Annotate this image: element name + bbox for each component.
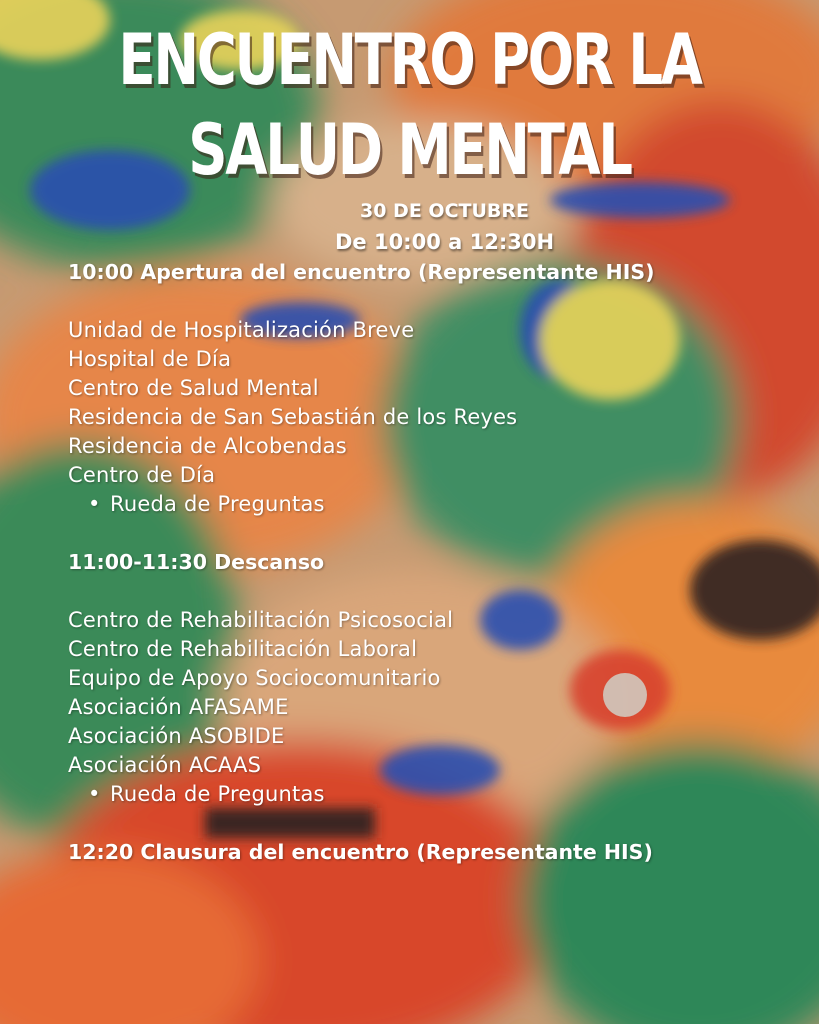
agenda-break: 11:00-11:30 Descanso [68, 550, 325, 574]
event-time: De 10:00 a 12:30H [334, 230, 555, 254]
agenda-item: Residencia de Alcobendas [68, 434, 347, 458]
title-line-1: ENCUENTRO POR LA [118, 19, 701, 101]
agenda-item: Equipo de Apoyo Sociocomunitario [68, 666, 441, 690]
agenda-item: Centro de Rehabilitación Psicosocial [68, 608, 454, 632]
agenda-item: Residencia de San Sebastián de los Reyes [68, 405, 518, 429]
agenda-item: Centro de Día [68, 463, 216, 487]
agenda-item: Asociación ACAAS [68, 753, 262, 777]
agenda-item: Asociación AFASAME [68, 695, 289, 719]
event-date: 30 DE OCTUBRE [360, 200, 529, 222]
agenda-item: Centro de Rehabilitación Laboral [68, 637, 418, 661]
agenda [68, 258, 808, 867]
agenda-closing: 12:20 Clausura del encuentro (Representante HIS) [68, 840, 653, 864]
agenda-item: Unidad de Hospitalización Breve [68, 318, 415, 342]
agenda-bullet-questions: • Rueda de Preguntas [68, 490, 808, 519]
agenda-item: Centro de Salud Mental [68, 376, 319, 400]
agenda-item: Asociación ASOBIDE [68, 724, 285, 748]
agenda-item: Hospital de Día [68, 347, 232, 371]
agenda-bullet-questions: • Rueda de Preguntas [68, 780, 808, 809]
title-line-2: SALUD MENTAL [188, 109, 631, 191]
agenda-opening: 10:00 Apertura del encuentro (Representante HIS) [68, 260, 655, 284]
